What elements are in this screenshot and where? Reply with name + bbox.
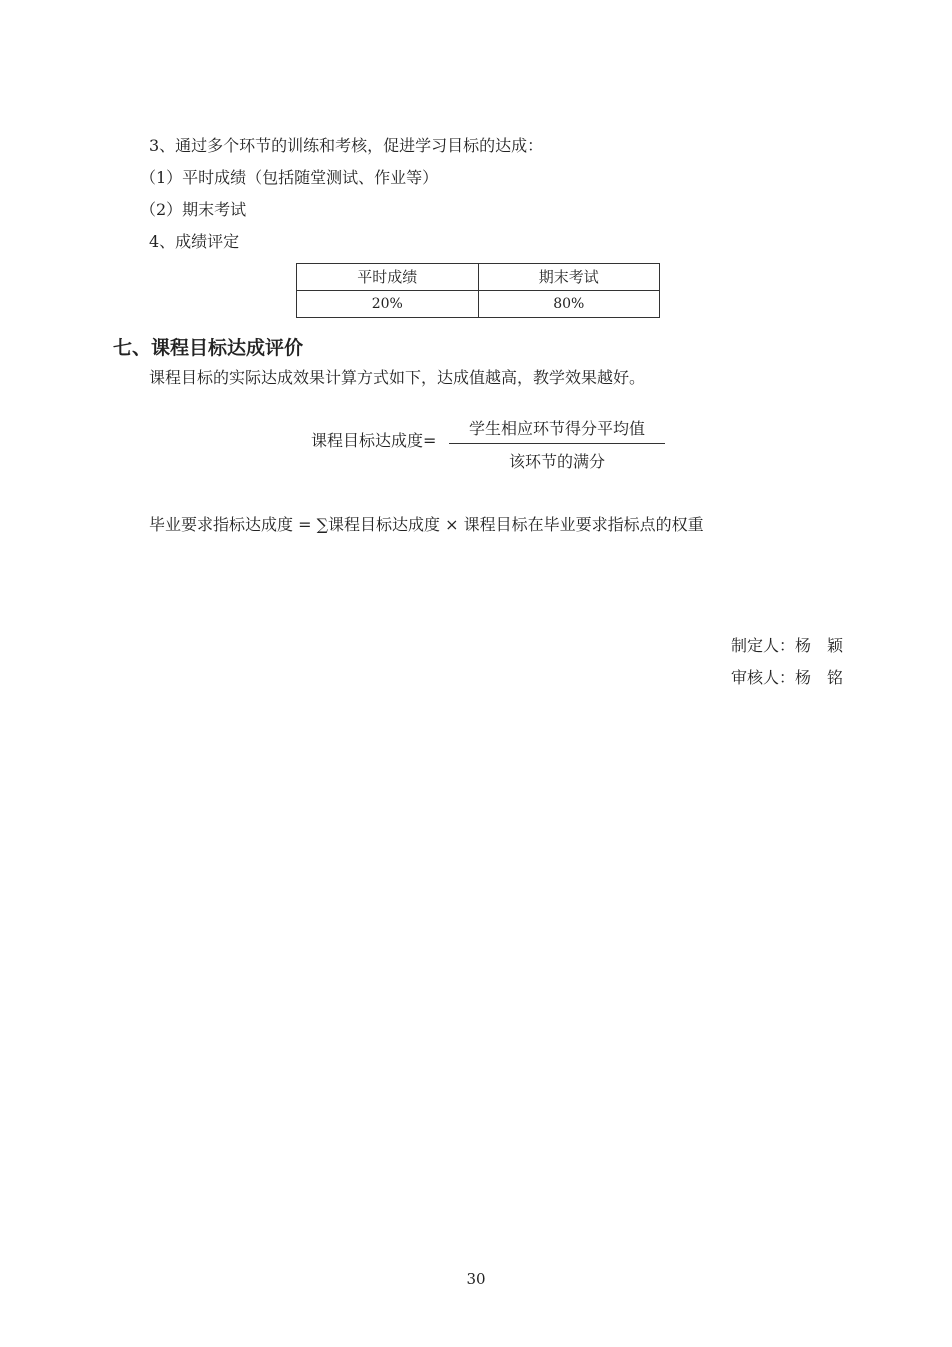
grade-weight-table <box>296 263 660 318</box>
assessment-item-3-sub-1: （1）平时成绩（包括随堂测试、作业等） <box>140 168 439 187</box>
page-number: 30 <box>466 1270 486 1288</box>
author-signature: 制定人：杨 颖 <box>730 636 843 655</box>
formula-label: 课程目标达成度= <box>311 431 437 450</box>
reviewer-signature: 审核人：杨 铭 <box>730 668 843 687</box>
assessment-item-4: 4、成绩评定 <box>149 232 240 251</box>
table-header-cell: 期末考试 <box>478 264 660 291</box>
section-heading: 七、课程目标达成评价 <box>113 337 304 359</box>
assessment-item-3: 3、通过多个环节的训练和考核，促进学习目标的达成： <box>149 136 544 155</box>
table-header-cell: 平时成绩 <box>297 264 479 291</box>
graduation-formula: 毕业要求指标达成度 = ∑课程目标达成度 × 课程目标在毕业要求指标点的权重 <box>149 515 704 534</box>
table-row <box>297 291 660 318</box>
table-cell: 20% <box>297 291 479 318</box>
formula-denominator: 该环节的满分 <box>508 452 605 471</box>
formula-numerator: 学生相应环节得分平均值 <box>468 419 645 438</box>
table-cell: 80% <box>478 291 660 318</box>
fraction-bar <box>449 443 665 444</box>
table-header-row <box>297 264 660 291</box>
section-intro: 课程目标的实际达成效果计算方式如下，达成值越高，教学效果越好。 <box>149 368 646 387</box>
assessment-item-3-sub-2: （2）期末考试 <box>140 200 247 219</box>
